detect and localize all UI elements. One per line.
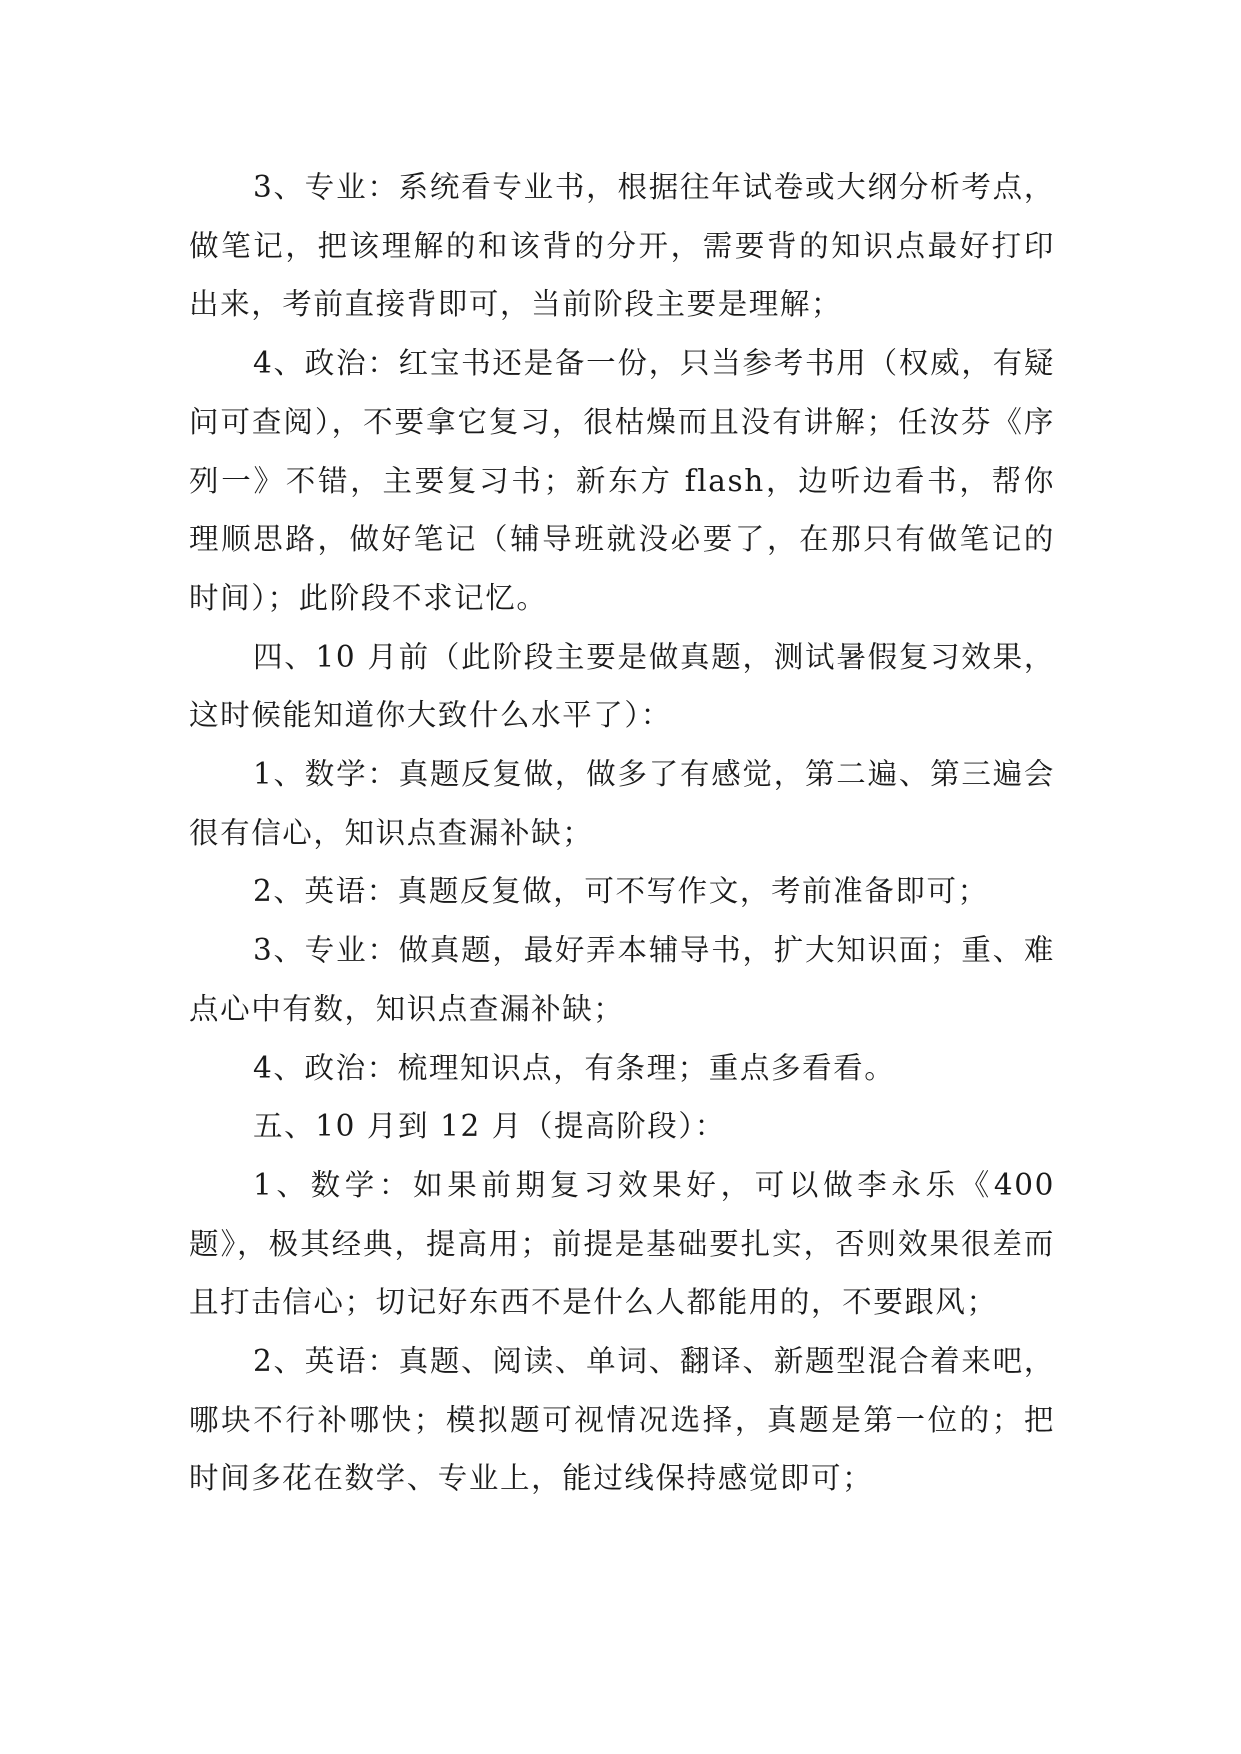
paragraph-english-advanced: 2、英语：真题、阅读、单词、翻译、新题型混合着来吧，哪块不行补哪快；模拟题可视情况选择，真题是第一位的；把时间多花在数学、专业上，能过线保持感觉即可； [189, 1344, 1055, 1496]
paragraph-major-study: 3、专业：系统看专业书，根据往年试卷或大纲分析考点，做笔记，把该理解的和该背的分开，需要背的知识点最好打印出来，考前直接背即可，当前阶段主要是理解； [189, 170, 1055, 322]
paragraph-major-past-papers: 3、专业：做真题，最好弄本辅导书，扩大知识面；重、难点心中有数，知识点查漏补缺； [189, 933, 1055, 1026]
paragraph-math-past-papers: 1、数学：真题反复做，做多了有感觉，第二遍、第三遍会很有信心，知识点查漏补缺； [189, 757, 1055, 850]
section-heading-october-december: 五、10 月到 12 月（提高阶段）： [253, 1109, 726, 1144]
paragraph-politics-review: 4、政治：梳理知识点，有条理；重点多看看。 [253, 1050, 896, 1085]
paragraph-politics-study: 4、政治：红宝书还是备一份，只当参考书用（权威，有疑问可查阅），不要拿它复习，很枯燥而且没有讲解；任汝芬《序列一》不错，主要复习书；新东方 flash，边听边看书，帮你理顺思路，做好笔记（辅导班就没必要了，在那只有做笔记的时间）；此阶段不求记忆。 [189, 346, 1055, 615]
section-heading-before-october: 四、10 月前（此阶段主要是做真题，测试暑假复习效果，这时候能知道你大致什么水平了）： [189, 639, 1055, 733]
paragraph-math-advanced: 1、数学：如果前期复习效果好，可以做李永乐《400 题》，极其经典，提高用；前提是基础要扎实，否则效果很差而且打击信心；切记好东西不是什么人都能用的，不要跟风； [189, 1167, 1055, 1320]
paragraph-english-past-papers: 2、英语：真题反复做，可不写作文，考前准备即可； [253, 874, 989, 909]
document-body [189, 158, 1055, 1508]
